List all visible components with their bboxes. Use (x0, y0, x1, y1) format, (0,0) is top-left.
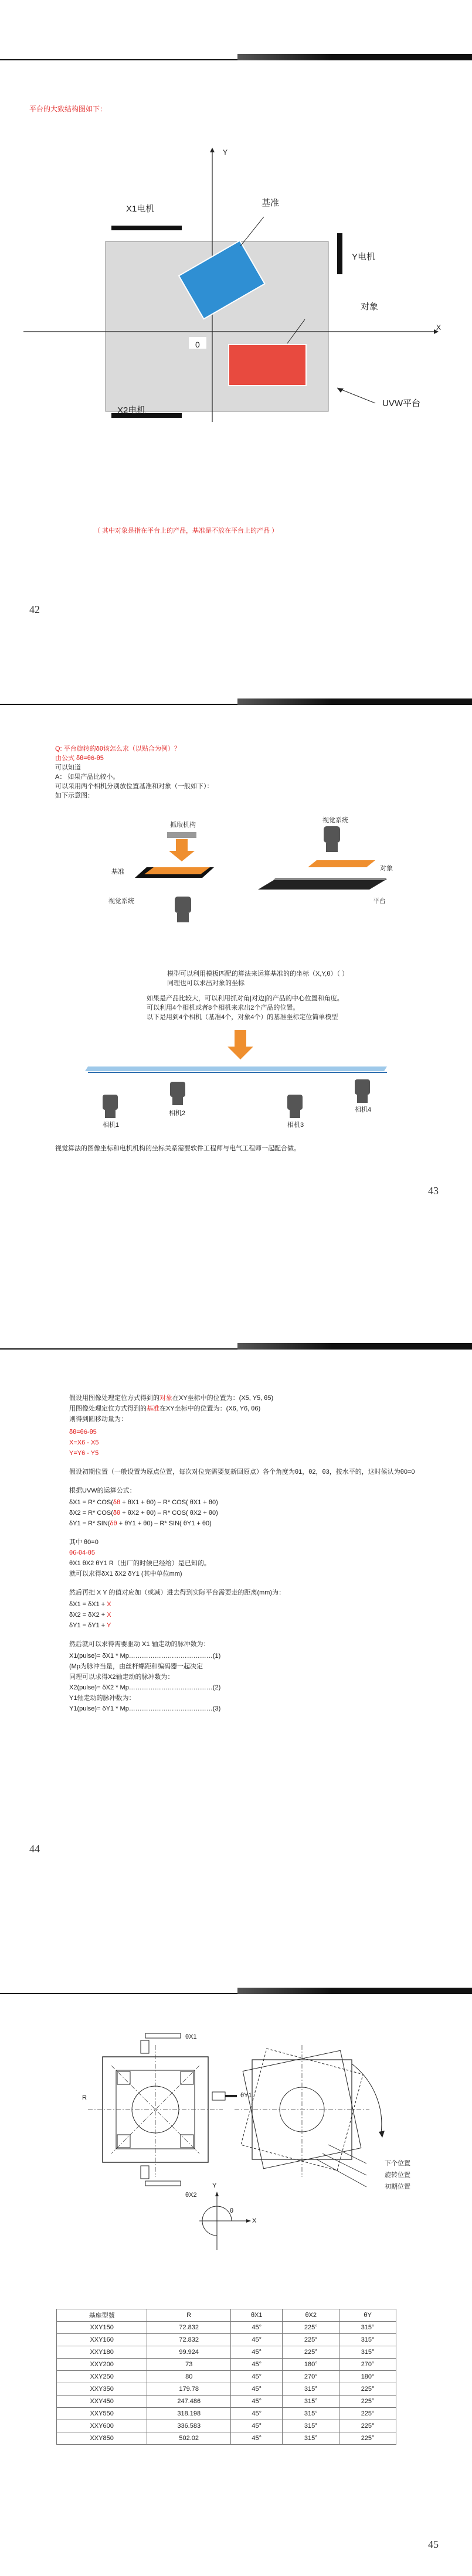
table-cell: 45° (231, 2371, 283, 2383)
line1: 假设用图像处理定位方式得到的对象在XY坐标中的位置为：(X5, Y5, θ5) (69, 1395, 274, 1402)
note2: 同理也可以求出对象的坐标 (167, 980, 245, 987)
table-cell: 45° (231, 2396, 283, 2408)
table-row (57, 2396, 396, 2408)
object-label: 对象 (380, 865, 393, 872)
page-header-bar (0, 54, 472, 62)
two-camera-diagram (0, 809, 472, 961)
vision-label-right: 视觉系统 (322, 817, 348, 824)
table-cell: 45° (231, 2432, 283, 2445)
table-cell: 180° (283, 2359, 339, 2371)
table-cell: 315° (339, 2322, 396, 2334)
x1-motor (111, 226, 182, 230)
page-45 (0, 1934, 472, 2576)
y-motor-label: Y电机 (352, 252, 376, 262)
table-cell: 318.198 (147, 2408, 231, 2420)
four-camera-diagram (0, 1025, 472, 1143)
table-row (57, 2432, 396, 2445)
cam4-label: 相机4 (355, 1106, 372, 1113)
table-cell: 72.832 (147, 2334, 231, 2346)
right-stage (235, 2045, 385, 2187)
page-header-bar (0, 1343, 472, 1351)
formula: 由公式 δθ=θ6-θ5 (55, 755, 104, 762)
y-motor (337, 233, 342, 274)
page-header-bar (0, 698, 472, 707)
table-cell: 270° (283, 2371, 339, 2383)
base-label: 基准 (262, 198, 280, 208)
grab-label: 抓取机构 (170, 822, 196, 829)
eq-dy1: δY1 = R* SIN(δθ + θY1 + θ0) – R* SIN( θY1 + θ0) (69, 1520, 212, 1527)
col-thetax1: θX1 (231, 2309, 283, 2322)
line10: 然后再把 X Y 的值对应加（或减）进去得到实际平台需要走的距离(mm)为： (69, 1589, 286, 1596)
formula-dtheta: δθ=θ6-θ5 (69, 1429, 97, 1436)
line7: θ6-θ4-θ5 (69, 1549, 96, 1556)
table-row (57, 2359, 396, 2371)
uvw-label: UVW平台 (382, 398, 420, 408)
answer-a1: A： 如果产品比较小。 (55, 774, 120, 781)
table-cell: 225° (339, 2420, 396, 2432)
page-number: 43 (428, 1185, 439, 1197)
axis-x-label: X (436, 323, 442, 332)
table-cell: 225° (339, 2408, 396, 2420)
table-cell: XXY250 (57, 2371, 147, 2383)
table-row (57, 2408, 396, 2420)
table-cell: 225° (283, 2322, 339, 2334)
final-dx2: δX2 = δX2 + X (69, 1611, 111, 1618)
final-dx1: δX1 = δX1 + X (69, 1601, 111, 1608)
table-cell: XXY200 (57, 2359, 147, 2371)
formula-y: Y=Y6 - Y5 (69, 1450, 99, 1457)
answer-b3: 以下是用到4个相机（基准4个，对象4个）的基准坐标定位简单模型 (147, 1014, 338, 1021)
answer-a2: 可以采用两个相机分别放位置基准和对象（一般如下）： (55, 783, 213, 790)
eq-dx2: δX2 = R* COS(δθ + θX2 + θ0) – R* COS( θX2 + θ0) (69, 1510, 218, 1517)
zero-label: 0 (195, 340, 200, 349)
page-43 (0, 645, 472, 1289)
table-cell: XXY550 (57, 2408, 147, 2420)
table-cell: XXY150 (57, 2322, 147, 2334)
table-cell: 99.924 (147, 2346, 231, 2359)
label-initial-position: 初期位置 (385, 2183, 410, 2190)
table-row (57, 2383, 396, 2396)
table-cell: 315° (283, 2420, 339, 2432)
table-cell: 502.02 (147, 2432, 231, 2445)
pulse-y1-intro: Y1轴走动的脉冲数为： (69, 1695, 135, 1702)
label-next-position: 下个位置 (385, 2160, 410, 2167)
cam1-label: 相机1 (103, 1122, 120, 1129)
table-cell: 315° (283, 2383, 339, 2396)
col-thetax2: θX2 (283, 2309, 339, 2322)
platform-plate (258, 879, 387, 890)
col-model: 基座型號 (57, 2309, 147, 2322)
table-cell: 315° (339, 2346, 396, 2359)
object-label: 对象 (361, 302, 379, 312)
uvw-mechanism-drawing (0, 2010, 472, 2256)
table-cell: 45° (231, 2359, 283, 2371)
line5: 根据UVW的运算公式： (69, 1487, 136, 1494)
platform-label: 平台 (373, 898, 386, 905)
vision-label-left: 视觉系统 (108, 898, 134, 905)
table-cell: 225° (339, 2396, 396, 2408)
table-cell: 45° (231, 2322, 283, 2334)
note1: 模型可以利用模板匹配的算法来运算基准的的坐标（X,Y,θ）（ ） (167, 970, 349, 977)
table-row (57, 2322, 396, 2334)
table-row (57, 2346, 396, 2359)
line2: 用图像处理定位方式得到的基准在XY坐标中的位置为：(X6, Y6, θ6) (69, 1405, 261, 1412)
table-cell: 225° (283, 2334, 339, 2346)
label-x: X (252, 2217, 257, 2224)
page-42 (0, 0, 472, 645)
page-44 (0, 1289, 472, 1934)
table-cell: 336.583 (147, 2420, 231, 2432)
table-cell: 225° (283, 2346, 339, 2359)
pulse1: X1(pulse)= δX1 * Mp…………………………………(1) (69, 1652, 221, 1660)
table-cell: 179.78 (147, 2383, 231, 2396)
table-header-row (57, 2309, 396, 2322)
pulse3: Y1(pulse)= δY1 * Mp…………………………………(3) (69, 1705, 221, 1712)
answer-b1: 如果是产品比较大，可以利用抓对角|对边|的产品的中心位置和角度。 (147, 995, 344, 1002)
line4: 假设初期位置（一般设置为原点位置，每次对位完需要复新回原点）各个角度为θ1，θ2，θ3，按水平的，这时候认为θ0=0 (69, 1468, 415, 1476)
footer-note: 视觉算法的图像坐标和电机机构的坐标关系需要软件工程师与电气工程师一起配合做。 (55, 1145, 300, 1152)
col-r: R (147, 2309, 231, 2322)
question: Q: 平台旋转的δθ该怎么求（以贴合为例）？ (55, 745, 181, 752)
known: 可以知道 (55, 764, 81, 771)
table-row (57, 2371, 396, 2383)
down-arrow (169, 839, 195, 861)
long-plate (85, 1066, 387, 1071)
table-row (57, 2420, 396, 2432)
page-number: 45 (428, 2538, 439, 2550)
intro-text: 平台的大致结构图如下： (29, 105, 107, 113)
table-cell: XXY450 (57, 2396, 147, 2408)
cam3-label: 相机3 (287, 1122, 304, 1129)
label-theta: θ (230, 2207, 234, 2214)
platform-structure-diagram (0, 135, 472, 463)
page-number: 44 (29, 1843, 40, 1855)
table-cell: 225° (339, 2432, 396, 2445)
object-rect (229, 345, 306, 386)
line6: 其中 θ0=0 (69, 1539, 99, 1546)
line11: 然后就可以求得需要驱动 X1 轴走动的脉冲数为： (69, 1641, 210, 1648)
label-thetax1: θX1 (185, 2033, 197, 2040)
table-cell: XXY350 (57, 2383, 147, 2396)
table-cell: 45° (231, 2420, 283, 2432)
cam2-label: 相机2 (169, 1110, 186, 1117)
answer-b2: 可以利用4个相机或者8个相机来求出2个产品的位置。 (147, 1004, 300, 1011)
label-thetay1: θY1 (240, 2092, 252, 2099)
camera-right (324, 826, 340, 843)
left-stage (88, 2033, 237, 2186)
table-cell: XXY850 (57, 2432, 147, 2445)
page-number: 42 (29, 604, 40, 615)
table-cell: 270° (339, 2359, 396, 2371)
x1-motor-label: X1电机 (126, 204, 155, 214)
eq-dx1: δX1 = R* COS(δθ + θX1 + θ0) – R* COS( θX1 + θ0) (69, 1499, 218, 1506)
cam3 (287, 1095, 303, 1110)
table-cell: 315° (283, 2396, 339, 2408)
col-thetay: θY (339, 2309, 396, 2322)
table-cell: 315° (283, 2432, 339, 2445)
object-plate (308, 860, 375, 867)
table-cell: 45° (231, 2334, 283, 2346)
table-cell: 73 (147, 2359, 231, 2371)
table-cell: 80 (147, 2371, 231, 2383)
camera-left (175, 897, 191, 913)
line3: 则得到圆移动量为： (69, 1416, 127, 1423)
table-cell: XXY160 (57, 2334, 147, 2346)
table-cell: XXY600 (57, 2420, 147, 2432)
pulse-x2-intro: 同理可以求得X2轴走动的脉冲数为： (69, 1674, 174, 1681)
table-cell: 45° (231, 2408, 283, 2420)
axis-theta-sketch (199, 2192, 251, 2250)
label-rotate-position: 旋转位置 (385, 2172, 410, 2179)
cam4 (355, 1079, 370, 1095)
axis-y-label: Y (223, 148, 228, 156)
table-cell: 45° (231, 2346, 283, 2359)
base-label: 基准 (111, 868, 124, 875)
table-cell: 315° (283, 2408, 339, 2420)
final-dy1: δY1 = δY1 + Y (69, 1622, 111, 1629)
table-cell: XXY180 (57, 2346, 147, 2359)
cam2 (170, 1082, 185, 1097)
table-cell: 45° (231, 2383, 283, 2396)
line9: 就可以求得δX1 δX2 δY1 (其中单位mm) (69, 1570, 182, 1577)
page-header-bar (0, 1988, 472, 1996)
label-thetax2: θX2 (185, 2192, 197, 2199)
pulse-note: (Mp为脉冲当量，由丝杆螺距和编码器一起决定 (69, 1663, 203, 1670)
answer-a3: 如下示意图： (55, 792, 94, 799)
table-cell: 225° (339, 2383, 396, 2396)
diagram-note: （ 其中对象是指在平台上的产品，基准是不放在平台上的产品 ） (94, 527, 279, 534)
spec-table (56, 2309, 396, 2445)
table-cell: 315° (339, 2334, 396, 2346)
x2-motor-label: X2电机 (117, 406, 146, 415)
label-r: R (82, 2094, 87, 2101)
table-cell: 247.486 (147, 2396, 231, 2408)
label-y: Y (212, 2182, 217, 2189)
table-row (57, 2334, 396, 2346)
cam1 (103, 1095, 118, 1110)
table-cell: 72.832 (147, 2322, 231, 2334)
table-cell: 180° (339, 2371, 396, 2383)
formula-x: X=X6 - X5 (69, 1439, 99, 1446)
pulse2: X2(pulse)= δX2 * Mp…………………………………(2) (69, 1684, 221, 1691)
line8: θX1 θX2 θY1 R（出厂的时候已经给）是已知的。 (69, 1560, 210, 1567)
